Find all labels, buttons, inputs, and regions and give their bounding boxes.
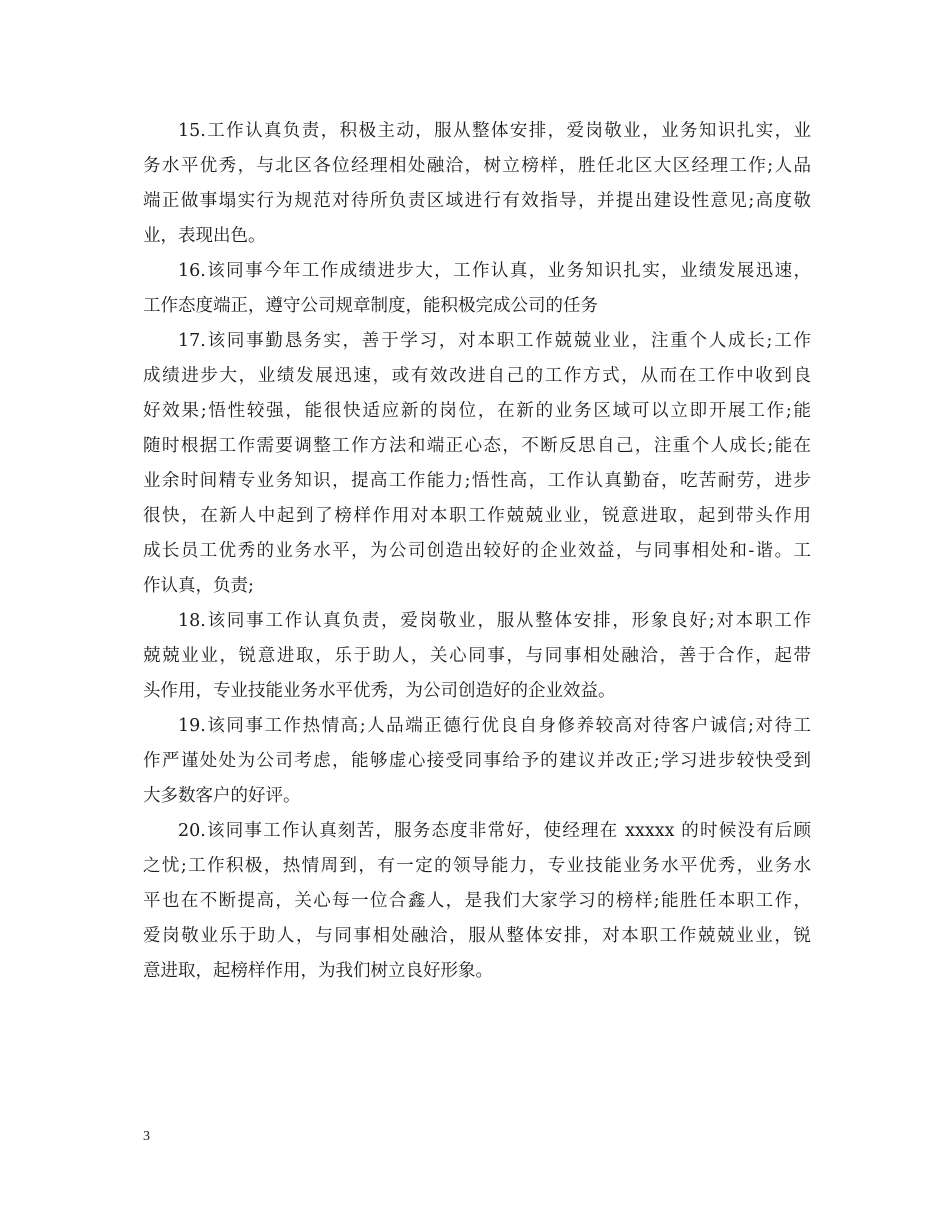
paragraph-line: 16.该同事今年工作成绩进步大，工作认真，业务知识扎实，业绩发展迅速，: [178, 261, 811, 281]
paragraph-20: [143, 814, 811, 989]
paragraph-line: 成绩进步大，业绩发展迅速，或有效改进自己的工作方式，从而在工作中收到良: [143, 366, 811, 386]
document-body: [143, 114, 811, 989]
paragraph-18: [143, 604, 811, 709]
paragraph-line: 兢兢业业，锐意进取，乐于助人，关心同事，与同事相处融洽，善于合作，起带: [143, 646, 811, 666]
paragraph-line: 端正做事塌实行为规范对待所负责区域进行有效指导，并提出建设性意见;高度敬: [143, 191, 811, 211]
page-number: 3: [143, 1129, 150, 1144]
paragraph-line: 作认真，负责;: [143, 576, 254, 596]
paragraph-line: 意进取，起榜样作用，为我们树立良好形象。: [143, 961, 493, 981]
paragraph-line: 工作态度端正，遵守公司规章制度，能积极完成公司的任务: [143, 296, 598, 316]
paragraph-line: 很快，在新人中起到了榜样作用对本职工作兢兢业业，锐意进取，起到带头作用: [143, 506, 811, 526]
paragraph-15: [143, 114, 811, 254]
paragraph-line: 大多数客户的好评。: [143, 786, 301, 806]
paragraph-line: 业余时间精专业务知识，提高工作能力;悟性高，工作认真勤奋，吃苦耐劳，进步: [143, 471, 811, 491]
paragraph-line: 20.该同事工作认真刻苦，服务态度非常好，使经理在 xxxxx 的时候没有后顾: [178, 821, 811, 841]
paragraph-line: 务水平优秀，与北区各位经理相处融洽，树立榜样，胜任北区大区经理工作;人品: [143, 156, 811, 176]
paragraph-line: 好效果;悟性较强，能很快适应新的岗位，在新的业务区域可以立即开展工作;能: [143, 401, 811, 421]
paragraph-16: [143, 254, 811, 324]
paragraph-line: 作严谨处处为公司考虑，能够虚心接受同事给予的建议并改正;学习进步较快受到: [143, 751, 811, 771]
paragraph-17: [143, 324, 811, 604]
paragraph-line: 平也在不断提高，关心每一位合鑫人，是我们大家学习的榜样;能胜任本职工作，: [143, 891, 811, 911]
paragraph-line: 18.该同事工作认真负责，爱岗敬业，服从整体安排，形象良好;对本职工作: [178, 611, 811, 631]
paragraph-line: 成长员工优秀的业务水平，为公司创造出较好的企业效益，与同事相处和-谐。工: [143, 541, 811, 561]
paragraph-line: 随时根据工作需要调整工作方法和端正心态，不断反思自己，注重个人成长;能在: [143, 436, 811, 456]
paragraph-line: 之忧;工作积极，热情周到，有一定的领导能力，专业技能业务水平优秀，业务水: [143, 856, 811, 876]
paragraph-line: 17.该同事勤恳务实，善于学习，对本职工作兢兢业业，注重个人成长;工作: [178, 331, 811, 351]
paragraph-line: 19.该同事工作热情高;人品端正德行优良自身修养较高对待客户诚信;对待工: [178, 716, 811, 736]
paragraph-line: 爱岗敬业乐于助人，与同事相处融洽，服从整体安排，对本职工作兢兢业业，锐: [143, 926, 811, 946]
paragraph-line: 15.工作认真负责，积极主动，服从整体安排，爱岗敬业，业务知识扎实，业: [178, 121, 811, 141]
paragraph-19: [143, 709, 811, 814]
paragraph-line: 头作用，专业技能业务水平优秀，为公司创造好的企业效益。: [143, 681, 616, 701]
paragraph-line: 业，表现出色。: [143, 226, 266, 246]
